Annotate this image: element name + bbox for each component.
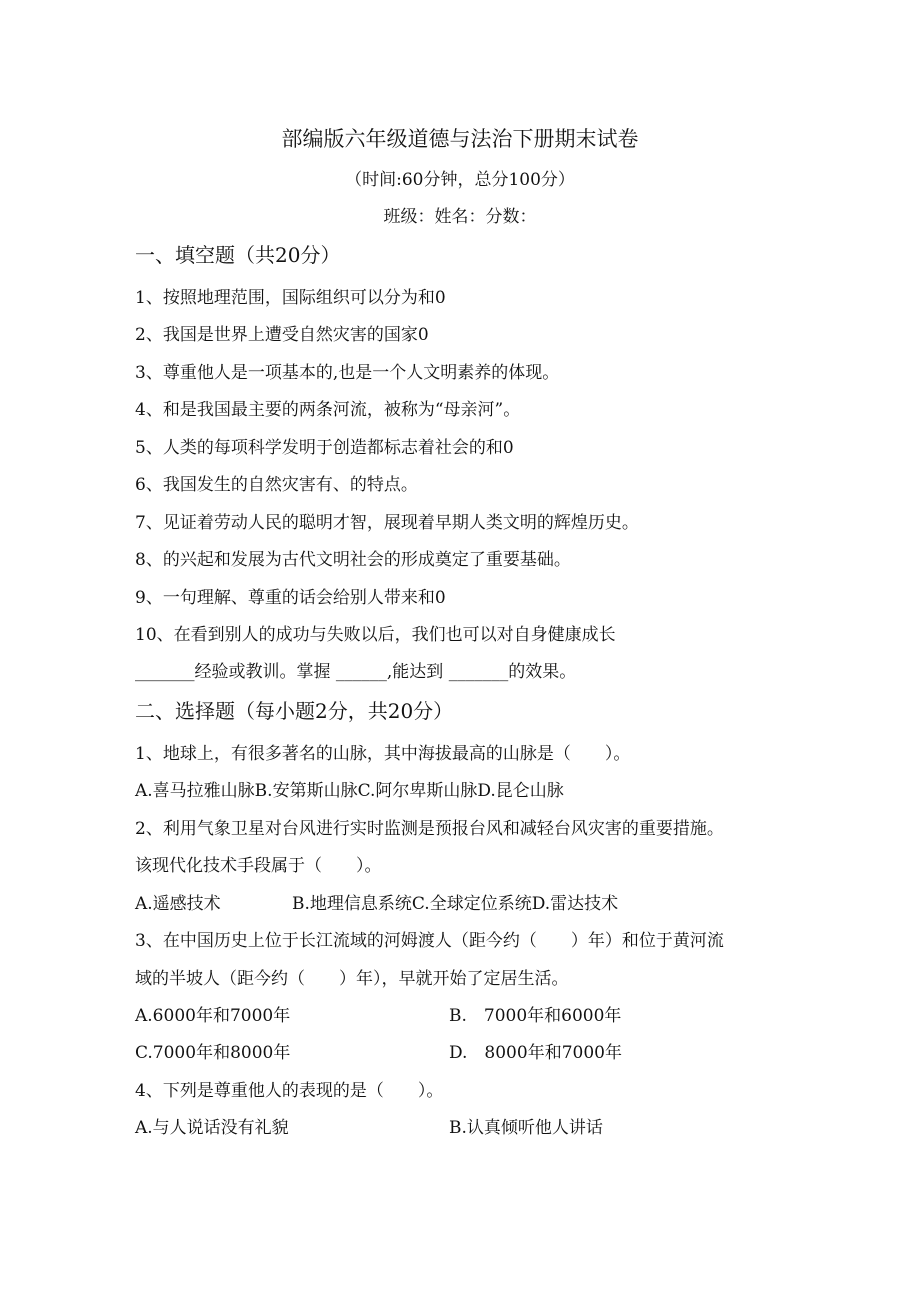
choice-option-4a: A.与人说话没有礼貌: [135, 1118, 289, 1138]
question-item: 4、和是我国最主要的两条河流，被称为“母亲河”。: [135, 400, 521, 420]
section-heading-choice: 二、选择题（每小题2分，共20分）: [135, 699, 454, 723]
choice-option-2a: A.遥感技术: [135, 894, 221, 914]
choice-question-1: 1、地球上，有很多著名的山脉，其中海拔最高的山脉是（ ）。: [135, 744, 631, 764]
question-item: 1、按照地理范围，国际组织可以分为和0: [135, 288, 446, 308]
choice-option-3a: A.6000年和7000年: [135, 1006, 291, 1026]
choice-option-3c: C.7000年和8000年: [135, 1043, 291, 1063]
question-item: 9、一句理解、尊重的话会给别人带来和0: [135, 588, 446, 608]
choice-question-3: 3、在中国历史上位于长江流域的河姆渡人（距今约（ ）年）和位于黄河流: [135, 931, 724, 951]
question-item: 6、我国发生的自然灾害有、的特点。: [135, 475, 418, 495]
section-heading-fill-blank: 一、填空题（共20分）: [135, 243, 341, 267]
choice-question-4: 4、下列是尊重他人的表现的是（ ）。: [135, 1081, 444, 1101]
question-item-continuation: _______经验或教训。掌握 ______,能达到 _______的效果。: [135, 662, 577, 682]
choice-option-3d: D. 8000年和7000年: [449, 1043, 622, 1063]
time-info: （时间:60分钟，总分100分）: [345, 170, 575, 190]
page-title: 部编版六年级道德与法治下册期末试卷: [281, 127, 639, 151]
student-info: 班级：姓名：分数：: [383, 207, 537, 227]
question-item: 3、尊重他人是一项基本的,也是一个人文明素养的体现。: [135, 363, 560, 383]
choice-options-2bcd: B.地理信息系统C.全球定位系统D.雷达技术: [292, 894, 619, 914]
choice-options-1: A.喜马拉雅山脉B.安第斯山脉C.阿尔卑斯山脉D.昆仑山脉: [135, 781, 564, 801]
question-item: 10、在看到别人的成功与失败以后，我们也可以对自身健康成长: [135, 625, 616, 645]
question-item: 5、人类的每项科学发明于创造都标志着社会的和0: [135, 438, 514, 458]
choice-question-2: 2、利用气象卫星对台风进行实时监测是预报台风和减轻台风灾害的重要措施。: [135, 819, 724, 839]
choice-option-3b: B. 7000年和6000年: [449, 1006, 622, 1026]
question-item: 2、我国是世界上遭受自然灾害的国家0: [135, 325, 429, 345]
question-item: 8、的兴起和发展为古代文明社会的形成奠定了重要基础。: [135, 550, 571, 570]
choice-option-4b: B.认真倾听他人讲话: [449, 1118, 603, 1138]
choice-question-2-cont: 该现代化技术手段属于（ ）。: [135, 856, 382, 876]
choice-question-3-cont: 域的半坡人（距今约（ ）年），早就开始了定居生活。: [135, 969, 569, 989]
question-item: 7、见证着劳动人民的聪明才智，展现着早期人类文明的辉煌历史。: [135, 513, 639, 533]
